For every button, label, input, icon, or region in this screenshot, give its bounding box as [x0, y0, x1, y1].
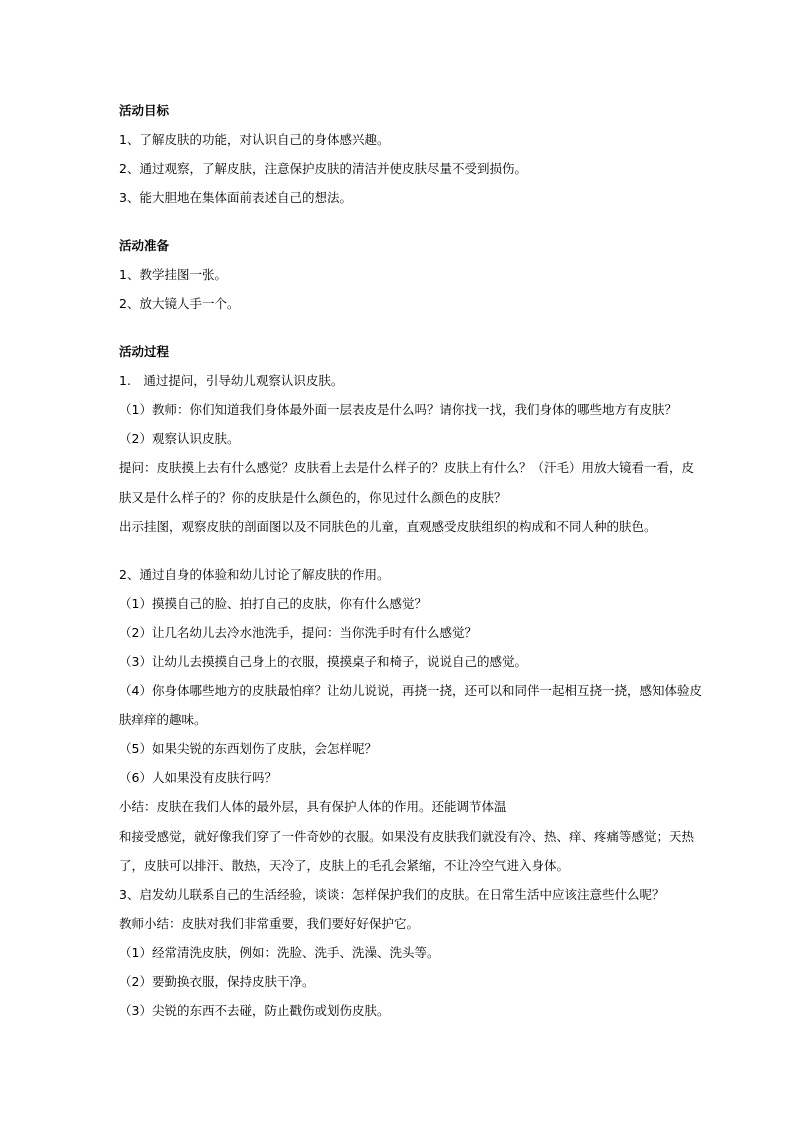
- process-line: （2）让几名幼儿去冷水池洗手，提问：当你洗手时有什么感觉？: [119, 625, 477, 640]
- process-line: 肤痒痒的趣味。: [119, 712, 207, 727]
- process-line: 小结：皮肤在我们人体的最外层，具有保护人体的作用。还能调节体温: [119, 799, 507, 814]
- process-line: 提问：皮肤摸上去有什么感觉？皮肤看上去是什么样子的？皮肤上有什么？（汗毛）用放大镜看一看，皮: [119, 460, 695, 475]
- process-line: 了，皮肤可以排汗、散热，天冷了，皮肤上的毛孔会紧缩，不让冷空气进入身体。: [119, 858, 570, 873]
- process-line: （1）经常清洗皮肤，例如：洗脸、洗手、洗澡、洗头等。: [119, 945, 440, 960]
- process-line: （5）如果尖锐的东西划伤了皮肤，会怎样呢？: [119, 741, 377, 756]
- goal-item: 1、了解皮肤的功能，对认识自己的身体感兴趣。: [119, 132, 390, 147]
- goal-item: 2、通过观察，了解皮肤，注意保护皮肤的清洁并使皮肤尽量不受到损伤。: [119, 161, 527, 176]
- section-heading-process: 活动过程: [119, 344, 170, 359]
- section-heading-goals: 活动目标: [119, 103, 170, 118]
- process-line: 教师小结：皮肤对我们非常重要，我们要好好保护它。: [119, 916, 420, 931]
- process-line: （4）你身体哪些地方的皮肤最怕痒？让幼儿说说，再挠一挠，还可以和同伴一起相互挠一挠，感知体验皮: [119, 683, 702, 698]
- prep-item: 1、教学挂图一张。: [119, 267, 227, 282]
- process-line: （3）让幼儿去摸摸自己身上的衣服，摸摸桌子和椅子，说说自己的感觉。: [119, 654, 527, 669]
- process-line: （3）尖锐的东西不去碰，防止戳伤或划伤皮肤。: [119, 1003, 390, 1018]
- prep-item: 2、放大镜人手一个。: [119, 296, 240, 311]
- process-line: 3、启发幼儿联系自己的生活经验，谈谈：怎样保护我们的皮肤。在日常生活中应该注意些什么呢？: [119, 887, 665, 902]
- process-line: （1）教师：你们知道我们身体最外面一层表皮是什么吗？请你找一找，我们身体的哪些地方有皮肤？: [119, 402, 677, 417]
- process-line: （2）观察认识皮肤。: [119, 431, 240, 446]
- section-heading-prep: 活动准备: [119, 238, 170, 253]
- process-line: 2、通过自身的体验和幼儿讨论了解皮肤的作用。: [119, 567, 390, 582]
- process-line: （1）摸摸自己的脸、拍打自己的皮肤，你有什么感觉？: [119, 596, 427, 611]
- process-line: 1. 通过提问，引导幼儿观察认识皮肤。: [119, 373, 344, 388]
- process-line: （2）要勤换衣服，保持皮肤干净。: [119, 974, 315, 989]
- process-line: 肤又是什么样子的？你的皮肤是什么颜色的，你见过什么颜色的皮肤？: [119, 490, 507, 505]
- process-line: （6）人如果没有皮肤行吗？: [119, 770, 277, 785]
- goal-item: 3、能大胆地在集体面前表述自己的想法。: [119, 190, 352, 205]
- process-line: 和接受感觉，就好像我们穿了一件奇妙的衣服。如果没有皮肤我们就没有冷、热、痒、疼痛等感觉；天热: [119, 829, 695, 844]
- process-line: 出示挂图，观察皮肤的剖面图以及不同肤色的儿童，直观感受皮肤组织的构成和不同人种的肤色。: [119, 519, 657, 534]
